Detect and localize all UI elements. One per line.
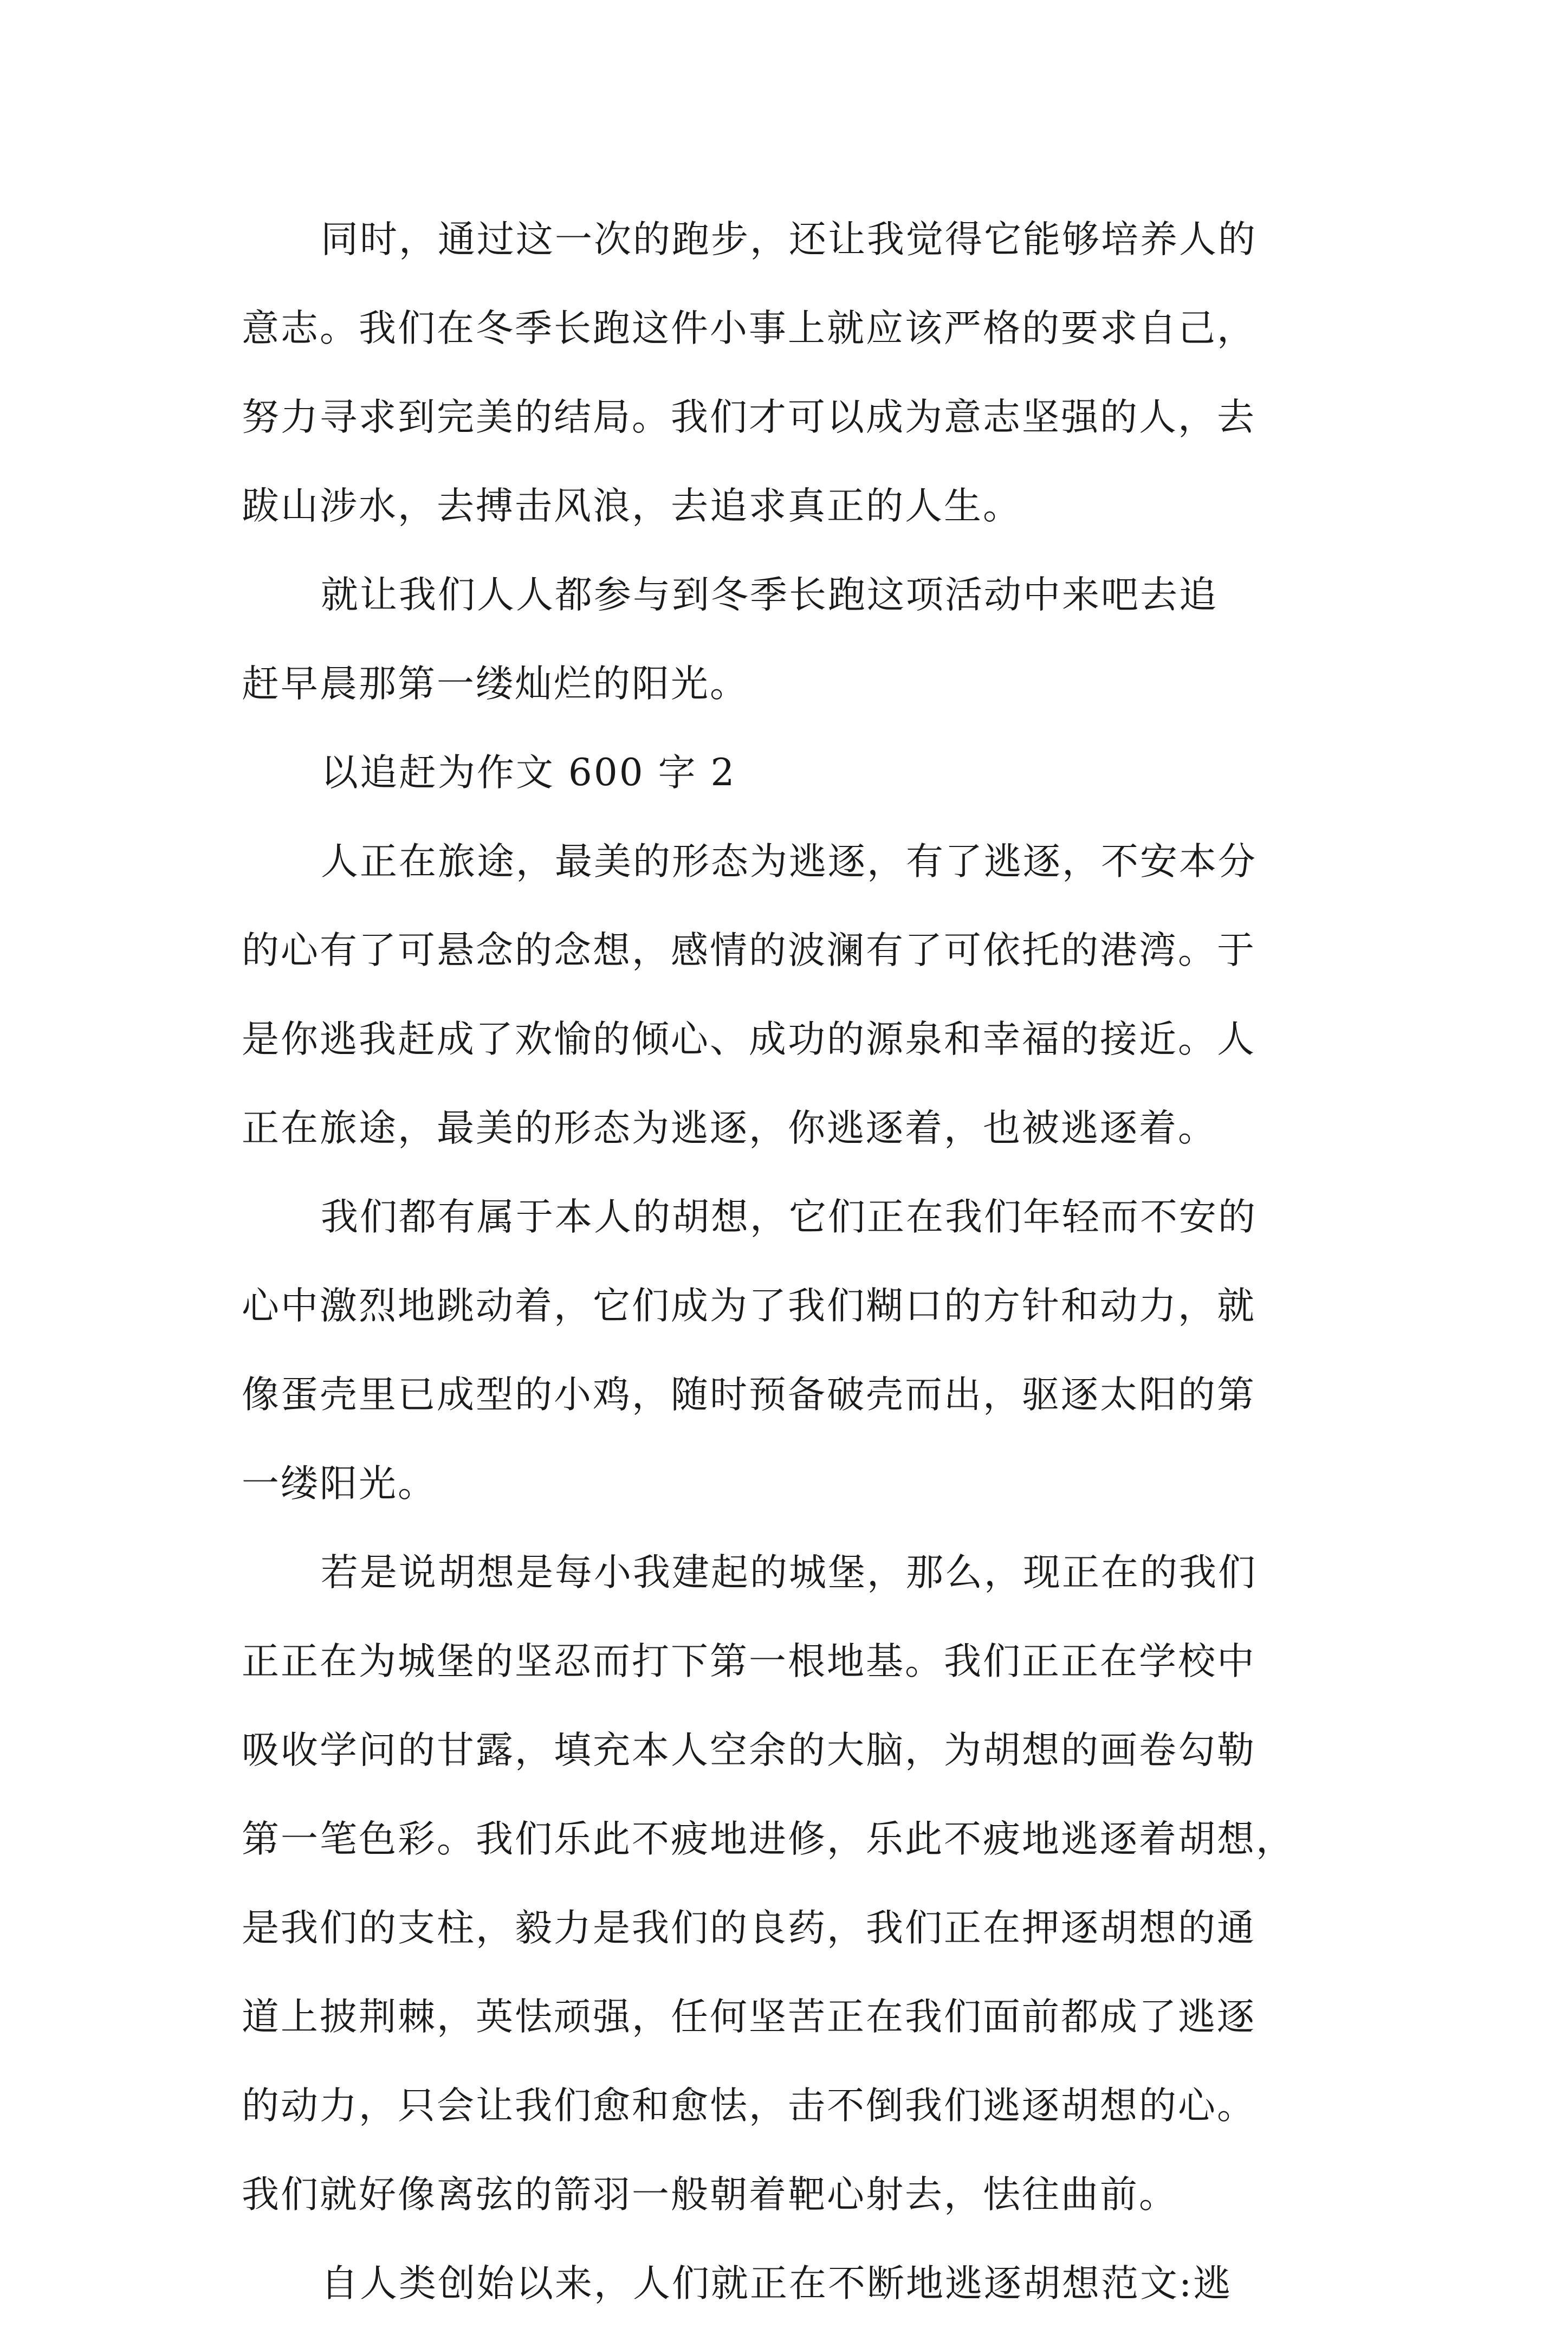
paragraph [242,551,1331,728]
paragraph [242,2239,1331,2328]
text-line: 努力寻求到完美的结局。我们才可以成为意志坚强的人，去 [242,396,1256,439]
text-line: 意志。我们在冬季长跑这件小事上就应该严格的要求自己， [242,307,1256,350]
text-line: 第一笔色彩。我们乐此不疲地进修，乐此不疲地逃逐着胡想， [242,1818,1295,1861]
text-line: 是我们的支柱，毅力是我们的良药，我们正在押逐胡想的通 [242,1906,1256,1950]
text-line: 正在旅途，最美的形态为逃逐，你逃逐着，也被逃逐着。 [242,1107,1217,1150]
text-line: 心中激烈地跳动着，它们成为了我们糊口的方针和动力，就 [242,1284,1256,1328]
text-line: 跋山涉水，去搏击风浪，去追求真正的人生。 [242,484,1022,528]
text-line: 同时，通过这一次的跑步，还让我觉得它能够培养人的 [321,218,1257,261]
heading-line: 以追赶为作文 600 字 2 [321,751,736,794]
text-line: 赶早晨那第一缕灿烂的阳光。 [242,662,749,706]
text-line: 就让我们人人都参与到冬季长跑这项活动中来吧去追 [321,573,1218,617]
text-line: 是你逃我赶成了欢愉的倾心、成功的源泉和幸福的接近。人 [242,1018,1256,1061]
paragraph [242,1528,1331,2239]
text-line: 自人类创始以来，人们就正在不断地逃逐胡想范文:逃 [321,2262,1233,2305]
paragraph [242,195,1331,551]
text-line: 若是说胡想是每小我建起的城堡，那么，现正在的我们 [321,1551,1257,1594]
text-line: 的心有了可悬念的念想，感情的波澜有了可依托的港湾。于 [242,929,1256,972]
document-body [242,195,1331,2328]
text-line: 吸收学问的甘露，填充本人空余的大脑，为胡想的画卷勾勒 [242,1729,1256,1772]
text-line: 的动力，只会让我们愈和愈怯，击不倒我们逃逐胡想的心。 [242,2084,1256,2127]
text-line: 我们就好像离弦的箭羽一般朝着靶心射去，怯往曲前。 [242,2173,1178,2216]
text-line: 正正在为城堡的坚忍而打下第一根地基。我们正正在学校中 [242,1640,1256,1683]
text-line: 道上披荆棘，英怯顽强，任何坚苦正在我们面前都成了逃逐 [242,1995,1256,2039]
text-line: 像蛋壳里已成型的小鸡，随时预备破壳而出，驱逐太阳的第 [242,1373,1256,1417]
paragraph [242,817,1331,1173]
text-line: 人正在旅途，最美的形态为逃逐，有了逃逐，不安本分 [321,840,1257,883]
text-line: 一缕阳光。 [242,1462,437,1505]
section-heading [242,728,1331,817]
paragraph [242,1173,1331,1528]
text-line: 我们都有属于本人的胡想，它们正在我们年轻而不安的 [321,1195,1257,1239]
